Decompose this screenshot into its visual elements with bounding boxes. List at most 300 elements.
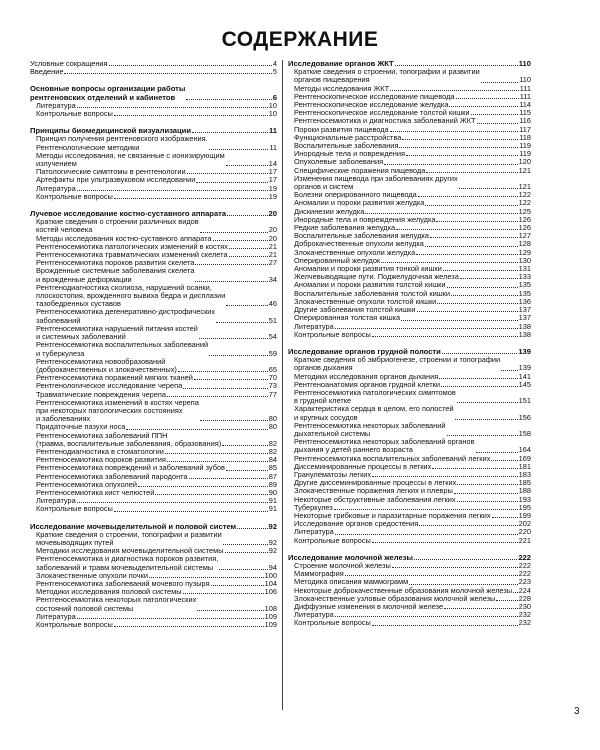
dot-leader bbox=[183, 593, 264, 594]
toc-entry-page: 125 bbox=[518, 206, 531, 216]
dot-leader bbox=[402, 139, 518, 140]
toc-entry-title: Опухолевые заболевания bbox=[294, 157, 384, 167]
dot-leader bbox=[77, 190, 268, 191]
toc-entry-page: 82 bbox=[268, 446, 277, 456]
toc-entry-title: Изменения пищевода при заболеваниях других органов и систем bbox=[294, 173, 458, 192]
toc-entry-title: Злокачественные опухоли толстой кишки bbox=[294, 296, 437, 306]
toc-entry[interactable] bbox=[30, 325, 277, 341]
dot-leader bbox=[114, 198, 268, 199]
dot-leader bbox=[178, 371, 268, 372]
toc-entry-title: Рентгеносемиотика заболеваний мочевого пузыря bbox=[36, 578, 210, 588]
dot-leader bbox=[225, 552, 268, 553]
dot-leader bbox=[471, 114, 519, 115]
toc-entry-title: Принципы биомедицинской визуализации bbox=[30, 126, 192, 136]
dot-leader bbox=[197, 610, 263, 611]
toc-entry-title: Другие диссеминированные процессы в легких bbox=[294, 478, 457, 488]
toc-entry-title: Рентгеносемиотика изменений в костях черепа при некоторых патологических состояниях и заболеваниях bbox=[36, 397, 199, 424]
dot-leader bbox=[77, 107, 268, 108]
dot-leader bbox=[165, 453, 268, 454]
toc-section bbox=[30, 210, 277, 514]
toc-entry-page: 169 bbox=[518, 453, 531, 463]
toc-section bbox=[30, 85, 277, 118]
toc-entry-page: 11 bbox=[268, 126, 277, 136]
dot-leader bbox=[396, 229, 518, 230]
toc-entry-page: 127 bbox=[518, 231, 531, 241]
toc-entry-page: 108 bbox=[264, 603, 277, 613]
dot-leader bbox=[513, 592, 518, 593]
toc-entry-page: 20 bbox=[268, 209, 277, 219]
toc-entry-title: Пороки развития пищевода bbox=[294, 124, 389, 134]
dot-leader bbox=[345, 575, 518, 576]
toc-entry-page: 5 bbox=[272, 67, 277, 77]
toc-entry-page: 110 bbox=[518, 59, 531, 68]
toc-entry-title: Гранулематозы легких bbox=[294, 469, 372, 479]
toc-entry[interactable] bbox=[30, 555, 277, 571]
toc-entry-title: Аномалии и пороки развития тонкой кишки bbox=[294, 264, 442, 274]
toc-entry-title: Некоторые грибковые и паразитарные поражения легких bbox=[294, 510, 491, 520]
toc-entry-page: 19 bbox=[268, 191, 277, 201]
dot-leader bbox=[476, 452, 518, 453]
toc-entry-title: Инородные тела и повреждения желудка bbox=[294, 214, 436, 224]
dot-leader bbox=[409, 584, 517, 585]
toc-entry-title: Литература bbox=[294, 610, 334, 620]
toc-left-column bbox=[30, 60, 277, 638]
toc-entry-title: Доброкачественные опухоли желудка bbox=[294, 239, 424, 249]
toc-entry-title: Болезни оперированного пищевода bbox=[294, 190, 417, 200]
dot-leader bbox=[384, 164, 518, 165]
toc-entry-title: Злокачественные опухоли почки bbox=[36, 570, 148, 580]
toc-entry-page: 110 bbox=[519, 75, 531, 85]
toc-entry-page: 54 bbox=[268, 332, 277, 342]
toc-entry[interactable] bbox=[288, 356, 531, 372]
toc-entry-page: 222 bbox=[518, 552, 531, 562]
dot-leader bbox=[226, 165, 268, 166]
dot-leader bbox=[399, 147, 518, 148]
toc-entry-page: 122 bbox=[518, 190, 531, 200]
toc-entry[interactable] bbox=[30, 60, 277, 68]
dot-leader bbox=[417, 311, 518, 312]
dot-leader bbox=[200, 420, 268, 421]
dot-leader bbox=[187, 173, 268, 174]
toc-entry-page: 193 bbox=[518, 494, 531, 504]
toc-entry-page: 128 bbox=[518, 239, 531, 249]
dot-leader bbox=[167, 461, 268, 462]
dot-leader bbox=[167, 396, 268, 397]
toc-entry-page: 94 bbox=[268, 562, 277, 572]
dot-leader bbox=[492, 517, 518, 518]
toc-entry-title: Рентгеноскопическое исследование желудка bbox=[294, 100, 449, 110]
dot-leader bbox=[227, 215, 267, 216]
dot-leader bbox=[418, 196, 518, 197]
toc-entry-page: 181 bbox=[518, 461, 531, 471]
dot-leader bbox=[192, 132, 268, 133]
toc-entry-title: Артефакты при ультразвуковом исследовании bbox=[36, 175, 196, 185]
toc-entry-title: Контрольные вопросы bbox=[294, 329, 371, 339]
toc-entry-page: 20 bbox=[268, 225, 277, 235]
toc-entry-title: Воспалительные заболевания bbox=[294, 141, 399, 151]
dot-leader bbox=[372, 625, 518, 626]
toc-entry-title: Оперированная толстая кишка bbox=[294, 313, 401, 323]
dot-leader bbox=[114, 115, 268, 116]
toc-entry-title: Литература bbox=[294, 321, 334, 331]
toc-entry-title: Рентгеносемиотика повреждений и заболеваний зубов bbox=[36, 463, 225, 473]
dot-leader bbox=[432, 468, 517, 469]
toc-entry-title: Рентгеносемиотика пороков развития bbox=[36, 455, 166, 465]
toc-entry[interactable] bbox=[288, 68, 531, 84]
toc-entry[interactable] bbox=[288, 537, 531, 545]
dot-leader bbox=[189, 478, 268, 479]
dot-leader bbox=[425, 205, 517, 206]
toc-entry-page: 158 bbox=[518, 428, 531, 438]
dot-leader bbox=[199, 338, 268, 339]
toc-entry-page: 224 bbox=[518, 585, 531, 595]
toc-entry[interactable] bbox=[30, 152, 277, 168]
toc-entry-page: 139 bbox=[518, 363, 531, 373]
toc-entry-page: 77 bbox=[268, 389, 277, 399]
toc-entry-page: 222 bbox=[518, 560, 531, 570]
toc-entry-page: 109 bbox=[264, 620, 277, 629]
toc-entry-page: 138 bbox=[518, 321, 531, 331]
toc-entry-title: Исследование органов средостения bbox=[294, 519, 419, 529]
dot-leader bbox=[381, 262, 517, 263]
dot-leader bbox=[229, 248, 268, 249]
toc-entry-title: Рентгеносемиотика воспалительных заболеваний легких bbox=[294, 453, 491, 463]
dot-leader bbox=[449, 106, 518, 107]
column-divider bbox=[282, 60, 283, 710]
toc-entry-page: 89 bbox=[268, 479, 277, 489]
toc-entry-page: 145 bbox=[518, 379, 531, 389]
toc-entry-page: 118 bbox=[519, 132, 531, 142]
toc-entry-page: 115 bbox=[519, 108, 531, 118]
toc-section-heading[interactable] bbox=[30, 85, 277, 101]
toc-entry-page: 156 bbox=[518, 412, 531, 422]
dot-leader bbox=[430, 237, 518, 238]
toc-entry-page: 100 bbox=[264, 570, 277, 580]
toc-entry[interactable] bbox=[30, 110, 277, 118]
toc-entry-title: Исследование молочной железы bbox=[288, 552, 413, 562]
dot-leader bbox=[138, 486, 268, 487]
dot-leader bbox=[439, 378, 517, 379]
toc-entry-title: Некоторые обструктивные заболевания легких bbox=[294, 494, 456, 504]
dot-leader bbox=[183, 388, 268, 389]
toc-entry-title: Функциональные расстройства bbox=[294, 132, 402, 142]
dot-leader bbox=[457, 501, 518, 502]
toc-entry-title: Рентгеносемиотика патологических изменений в костях bbox=[36, 241, 228, 251]
toc-entry-page: 183 bbox=[518, 469, 531, 479]
toc-entry-page: 85 bbox=[268, 463, 277, 473]
dot-leader bbox=[459, 188, 518, 189]
toc-entry-page: 114 bbox=[519, 100, 531, 110]
toc-entry-title: Контрольные вопросы bbox=[36, 109, 113, 119]
toc-entry-page: 137 bbox=[518, 305, 531, 315]
toc-entry[interactable] bbox=[30, 596, 277, 612]
dot-leader bbox=[216, 322, 268, 323]
toc-entry-title: Рентгеносемиотика заболеваний пародонта bbox=[36, 471, 188, 481]
dot-leader bbox=[155, 494, 267, 495]
toc-entry[interactable] bbox=[30, 432, 277, 448]
toc-entry-page: 120 bbox=[518, 157, 531, 167]
toc-entry-title: Контрольные вопросы bbox=[36, 620, 113, 629]
toc-entry-title: Лучевое исследование костно-суставного аппарата bbox=[30, 209, 227, 219]
toc-entry-title: Редкие заболевания желудка bbox=[294, 223, 396, 233]
toc-entry-title: Контрольные вопросы bbox=[294, 618, 371, 628]
toc-entry[interactable] bbox=[30, 531, 277, 547]
toc-entry-page: 21 bbox=[268, 250, 277, 260]
toc-entry-page: 221 bbox=[518, 535, 531, 545]
toc-entry[interactable] bbox=[30, 505, 277, 513]
toc-entry[interactable] bbox=[288, 619, 531, 627]
toc-entry-page: 141 bbox=[518, 371, 531, 381]
toc-section bbox=[288, 348, 531, 545]
toc-entry-title: Злокачественные опухоли желудка bbox=[294, 247, 416, 257]
toc-entry-title: Основные вопросы организации работы рентгеновских отделений и кабинетов bbox=[30, 84, 186, 102]
toc-entry-title: Контрольные вопросы bbox=[36, 504, 113, 514]
toc-entry-title: Рентгеносемиотика некоторых заболеваний дыхательной системы bbox=[294, 420, 446, 438]
page-number: 3 bbox=[574, 706, 580, 717]
toc-entry[interactable] bbox=[30, 193, 277, 201]
dot-leader bbox=[211, 585, 264, 586]
toc-entry-page: 6 bbox=[272, 92, 277, 102]
dot-leader bbox=[455, 419, 518, 420]
toc-entry-title: Рентгеносемиотика патологических симптомов в грудной клетке bbox=[294, 387, 456, 406]
toc-entry-title: Рентгеносемиотика опухолей bbox=[36, 479, 137, 489]
toc-entry-page: 34 bbox=[268, 274, 277, 284]
toc-entry-page: 10 bbox=[268, 100, 277, 110]
toc-entry-page: 10 bbox=[268, 109, 277, 119]
toc-entry[interactable] bbox=[288, 175, 531, 191]
dot-leader bbox=[372, 336, 518, 337]
toc-entry-page: 92 bbox=[268, 537, 277, 547]
toc-entry-title: Контрольные вопросы bbox=[294, 535, 371, 545]
toc-entry-title: Диффузные изменения в молочной железе bbox=[294, 602, 444, 611]
toc-entry-title: Методики исследования мочевыделительной системы bbox=[36, 546, 224, 556]
toc-entry-title: Рентгеноанатомия органов грудной клетки bbox=[294, 379, 440, 389]
toc-entry-page: 131 bbox=[518, 264, 531, 274]
toc-entry-title: Рентгеносемиотика дегенеративно-дистрофических заболеваний bbox=[36, 307, 216, 325]
toc-entry-title: Принцип получения рентгеновского изображения. Рентгенологические методики bbox=[36, 134, 208, 152]
dot-leader bbox=[481, 82, 518, 83]
toc-entry[interactable] bbox=[30, 68, 277, 76]
toc-entry-page: 106 bbox=[264, 587, 277, 597]
toc-entry[interactable] bbox=[30, 399, 277, 424]
toc-entry-title: Дискинезии желудка bbox=[294, 206, 365, 216]
toc-entry-page: 126 bbox=[518, 214, 531, 224]
toc-entry-page: 135 bbox=[518, 288, 531, 298]
dot-leader bbox=[223, 544, 268, 545]
toc-entry-page: 4 bbox=[272, 59, 277, 68]
dot-leader bbox=[186, 99, 271, 100]
toc-entry-title: Исследование органов грудной полости bbox=[288, 346, 441, 356]
toc-entry[interactable] bbox=[288, 405, 531, 421]
dot-leader bbox=[226, 305, 267, 306]
toc-entry-title: Некоторые доброкачественные образования молочной железы bbox=[294, 585, 513, 595]
toc-entry-title: Рентгеносемиотика и диагностика заболеваний ЖКТ bbox=[294, 116, 476, 126]
dot-leader bbox=[335, 616, 518, 617]
toc-entry-page: 129 bbox=[518, 247, 531, 257]
dot-leader bbox=[365, 213, 517, 214]
toc-entry-title: Воспалительные заболевания желудка bbox=[294, 231, 429, 241]
toc-entry-page: 14 bbox=[268, 159, 277, 169]
dot-leader bbox=[195, 264, 267, 265]
toc-entry-title: Рентгеноскопическое исследование толстой кишки bbox=[294, 108, 470, 118]
dot-leader bbox=[229, 256, 268, 257]
toc-entry-title: Специфические поражения пищевода bbox=[294, 165, 426, 175]
toc-entry-title: Диссеминированные процессы в легких bbox=[294, 461, 432, 471]
toc-entry-title: Рентгенодиагностика сколиоза, нарушений осанки, плоскостопия, врожденного вывиха бедра и дисплазии тазобедренных суставов bbox=[36, 282, 226, 309]
toc-entry-page: 92 bbox=[268, 546, 277, 556]
toc-entry-page: 82 bbox=[268, 438, 277, 448]
dot-leader bbox=[226, 470, 268, 471]
toc-entry-title: Рентгеносемиотика некоторых заболеваний органов дыхания у детей раннего возраста bbox=[294, 437, 475, 455]
toc-entry-page: 119 bbox=[519, 141, 531, 151]
toc-entry-page: 126 bbox=[518, 223, 531, 233]
toc-entry-title: Инородные тела и повреждения bbox=[294, 149, 406, 159]
toc-section bbox=[30, 127, 277, 201]
toc-entry[interactable] bbox=[30, 308, 277, 324]
toc-entry-title: Краткие сведения о строении, топографии и развитии органов пищеварения bbox=[294, 67, 480, 85]
dot-leader bbox=[209, 355, 268, 356]
dot-leader bbox=[401, 320, 518, 321]
toc-entry-title: Травматические повреждения черепа bbox=[36, 389, 166, 399]
toc-entry-page: 11 bbox=[269, 142, 277, 152]
dot-leader bbox=[437, 303, 517, 304]
toc-entry-title: Рентгеносемиотика травматических изменений скелета bbox=[36, 250, 228, 260]
toc-entry-title: Рентгеносемиотика поражений мягких тканей bbox=[36, 373, 193, 383]
dot-leader bbox=[390, 90, 519, 91]
toc-entry[interactable] bbox=[288, 389, 531, 405]
toc-entry-page: 232 bbox=[518, 610, 531, 620]
toc-entry[interactable] bbox=[30, 358, 277, 374]
toc-entry-title: Рентгеносемиотика воспалительных заболеваний и туберкулеза bbox=[36, 340, 209, 358]
toc-entry-page: 137 bbox=[518, 313, 531, 323]
toc-entry[interactable] bbox=[288, 422, 531, 438]
toc-entry-page: 133 bbox=[518, 272, 531, 282]
dot-leader bbox=[443, 270, 518, 271]
toc-entry-page: 121 bbox=[518, 182, 531, 192]
toc-section bbox=[30, 60, 277, 76]
toc-entry-title: Краткие сведения о строении, топографии и развитии мочевыводящих путей bbox=[36, 529, 222, 547]
toc-entry-title: Патологические симптомы в рентгенологии bbox=[36, 167, 186, 177]
toc-entry-title: Туберкулез bbox=[294, 502, 333, 512]
dot-leader bbox=[454, 493, 518, 494]
dot-leader bbox=[414, 559, 517, 560]
toc-entry-page: 111 bbox=[519, 91, 531, 101]
toc-entry-title: Рентгеносемиотика пороков развития скелета bbox=[36, 258, 195, 268]
toc-entry-page: 91 bbox=[268, 504, 277, 514]
toc-entry-page: 199 bbox=[518, 510, 531, 520]
toc-entry-title: Литература bbox=[36, 100, 76, 110]
toc-entry-title: Маммография bbox=[294, 569, 344, 579]
toc-entry-page: 80 bbox=[268, 414, 277, 424]
dot-leader bbox=[390, 131, 519, 132]
toc-entry-title: Методы исследования ЖКТ bbox=[294, 83, 390, 93]
toc-entry-page: 139 bbox=[518, 346, 531, 356]
toc-entry-title: Методика описания маммограмм bbox=[294, 577, 409, 587]
toc-entry[interactable] bbox=[30, 267, 277, 283]
toc-entry[interactable] bbox=[288, 438, 531, 454]
toc-entry-title: Краткие сведения об эмбриогенезе, строении и топографии органов дыхания bbox=[294, 355, 501, 373]
toc-entry-page: 117 bbox=[519, 124, 531, 134]
toc-entry-title: Строение молочной железы bbox=[294, 560, 391, 570]
toc-entry-title: Литература bbox=[36, 183, 76, 193]
toc-entry-title: Рентгеносемиотика и диагностика пороков развития, заболеваний и травм мочевыделительной системы bbox=[36, 554, 219, 572]
toc-entry-page: 223 bbox=[518, 577, 531, 587]
toc-entry-title: Рентгеносемиотика кист челюстей bbox=[36, 487, 155, 497]
toc-entry[interactable] bbox=[30, 218, 277, 234]
toc-entry-page: 59 bbox=[268, 348, 277, 358]
toc-entry-title: Другие заболевания толстой кишки bbox=[294, 305, 416, 315]
dot-leader bbox=[372, 542, 518, 543]
toc-entry-title: Воспалительные заболевания толстой кишки bbox=[294, 288, 450, 298]
toc-entry-page: 21 bbox=[268, 241, 277, 251]
dot-leader bbox=[195, 281, 267, 282]
dot-leader bbox=[460, 278, 518, 279]
toc-entry-title: Методы исследования костно-суставного аппарата bbox=[36, 233, 212, 243]
dot-leader bbox=[114, 626, 264, 627]
dot-leader bbox=[457, 484, 517, 485]
toc-entry-page: 130 bbox=[518, 255, 531, 265]
dot-leader bbox=[456, 98, 519, 99]
toc-entry-page: 195 bbox=[518, 502, 531, 512]
dot-leader bbox=[451, 295, 518, 296]
toc-entry-title: Исследование мочевыделительной и половой систем bbox=[30, 521, 237, 531]
toc-entry-page: 220 bbox=[518, 527, 531, 537]
toc-entry-title: Рентгенодиагностика в стоматологии bbox=[36, 446, 164, 456]
dot-leader bbox=[491, 460, 517, 461]
toc-entry-page: 202 bbox=[518, 519, 531, 529]
toc-entry-page: 151 bbox=[518, 396, 531, 406]
toc-section bbox=[288, 554, 531, 628]
toc-entry-page: 136 bbox=[518, 296, 531, 306]
dot-leader bbox=[436, 221, 517, 222]
dot-leader bbox=[441, 386, 518, 387]
toc-entry-page: 232 bbox=[518, 618, 531, 628]
toc-entry-title: Рентгеносемиотика некоторых патологических состояний половой системы bbox=[36, 595, 197, 613]
dot-leader bbox=[447, 287, 518, 288]
dot-leader bbox=[395, 65, 518, 66]
toc-entry-title: Аномалии и пороки развития толстой кишки bbox=[294, 280, 446, 290]
toc-entry[interactable] bbox=[30, 341, 277, 357]
toc-entry[interactable] bbox=[288, 331, 531, 339]
toc-entry-page: 65 bbox=[268, 364, 277, 374]
toc-entry[interactable] bbox=[30, 135, 277, 151]
dot-leader bbox=[196, 182, 267, 183]
toc-entry-page: 17 bbox=[268, 175, 277, 185]
toc-entry[interactable] bbox=[30, 621, 277, 629]
dot-leader bbox=[334, 509, 518, 510]
toc-entry-title: Методы исследования, не связанные с ионизирующим излучением bbox=[36, 150, 225, 169]
dot-leader bbox=[496, 600, 517, 601]
dot-leader bbox=[426, 172, 517, 173]
dot-leader bbox=[335, 328, 518, 329]
dot-leader bbox=[419, 525, 517, 526]
toc-entry-page: 70 bbox=[268, 373, 277, 383]
dot-leader bbox=[222, 445, 268, 446]
toc-entry-title: Контрольные вопросы bbox=[36, 191, 113, 201]
toc-entry-page: 73 bbox=[268, 381, 277, 391]
toc-entry-page: 111 bbox=[519, 83, 531, 93]
toc-entry-title: Методики исследования органов дыхания bbox=[294, 371, 439, 381]
toc-entry-title: Литература bbox=[36, 496, 76, 506]
toc-entry-page: 51 bbox=[268, 315, 277, 325]
dot-leader bbox=[406, 155, 518, 156]
toc-entry-page: 164 bbox=[518, 445, 531, 455]
toc-entry[interactable] bbox=[30, 284, 277, 309]
toc-entry-page: 116 bbox=[519, 116, 531, 126]
toc-entry-page: 91 bbox=[268, 496, 277, 506]
dot-leader bbox=[213, 240, 268, 241]
toc-entry-title: Аномалии и пороки развития желудка bbox=[294, 198, 425, 208]
